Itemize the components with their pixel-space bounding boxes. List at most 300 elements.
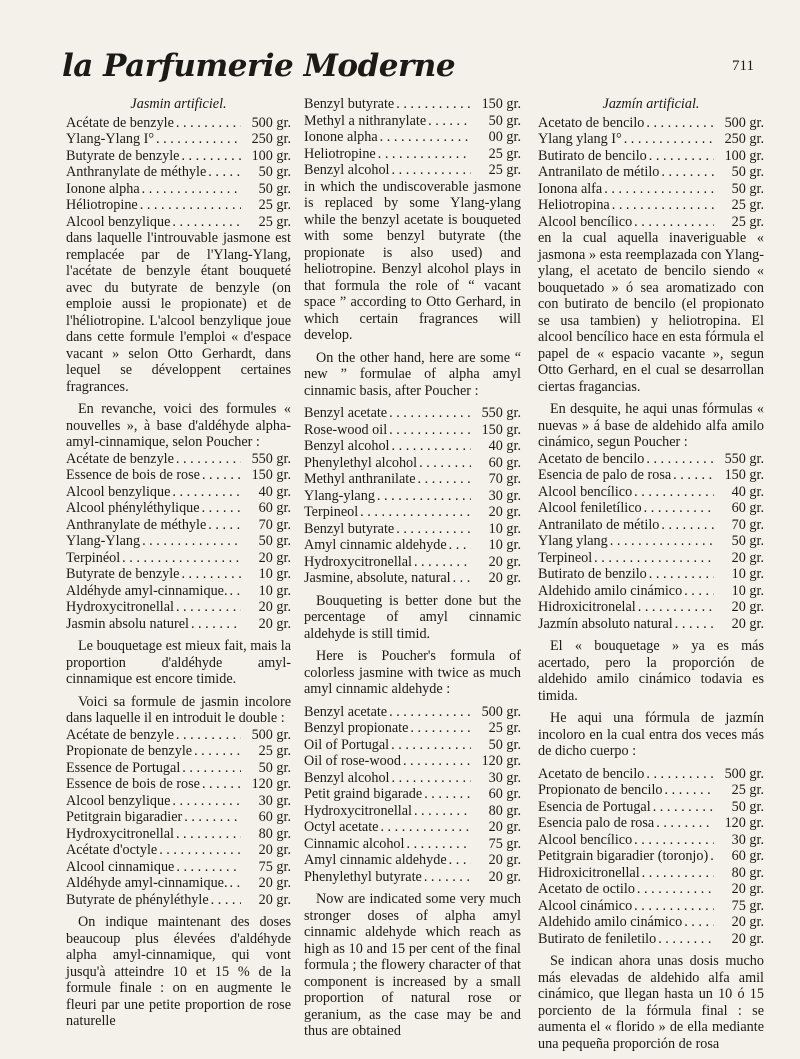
dot-leader (414, 803, 471, 820)
ingredient-name: Petitgrain bigaradier (toronjo) (538, 848, 709, 864)
formula-row (538, 566, 764, 583)
section-title: Jasmin artificiel. (130, 96, 227, 112)
ingredient-name: Benzyl alcohol (304, 438, 390, 454)
formula-row (66, 115, 291, 132)
formula-row (538, 881, 764, 898)
ingredient-name: Butyrate de phényléthyle (66, 891, 209, 908)
ingredient-name: Butirato de bencilo (538, 147, 647, 164)
ingredient-name: Propionate de benzyle (66, 743, 193, 759)
ingredient-name: Oil of rose-wood (304, 753, 401, 769)
formula-row (66, 451, 291, 468)
formula-row (304, 455, 521, 472)
dot-leader (181, 148, 241, 165)
dot-leader (646, 766, 714, 783)
paragraph: Bouqueting is better done but the percentage of amyl cinnamic aldehyde is still timid. (304, 592, 521, 642)
ingredient-name: Essence de Portugal (66, 759, 181, 776)
paragraph: Now are indicated some very much stronger doses of alpha amyl cinnamic aldehyde which reach as high as 10 and 15 per cent of the final formula ; the flowery character of that component is increased by a small proportion of natural rose or geranium, as the case may be and thus are obtained (304, 891, 521, 1039)
ingredient-quantity: 20 gr. (731, 914, 764, 930)
formula-row (538, 782, 764, 799)
dot-leader (684, 914, 714, 931)
ingredient-name: Acetato de bencilo (538, 450, 645, 467)
dot-leader (610, 533, 714, 550)
dot-leader (428, 113, 471, 130)
dot-leader (410, 720, 471, 737)
ingredient-quantity: 60 gr. (731, 848, 764, 864)
paragraph: Le bouquetage est mieux fait, mais la proportion d'aldéhyde amyl-cinnamique est encore timide. (66, 638, 291, 687)
dot-leader (653, 799, 714, 816)
ingredient-name: Anthranylate de méthyle (66, 516, 207, 533)
formula-row (304, 720, 521, 737)
ingredient-name: Acétate de benzyle (66, 450, 174, 467)
formula-row (538, 181, 764, 198)
formula-row (538, 898, 764, 915)
paragraph: en la cual aquella inaveriguable « jasmona » esta reemplazada con Ylang-ylang, el acetato de bencilo siendo « bouquetado » ó sea aromatizado con con butirato de bencilo (el propionato se usa tambien) y heliotropina. El alcool bencílico hace en esta fórmula el papel de « espacio vacante », segun Otto Gerhard, en el cual se desarrollan ciertas fragancias. (538, 230, 764, 395)
formula-row (66, 616, 291, 633)
ingredient-name: Propionato de bencilo (538, 782, 663, 798)
formula-row (66, 859, 291, 876)
formula-row (538, 914, 764, 931)
ingredient-name: Benzyl propionate (304, 720, 409, 736)
formula-row (66, 214, 291, 231)
dot-leader (710, 848, 714, 865)
ingredient-name: Methyl a nithranylate (304, 112, 427, 129)
formula-row (304, 162, 521, 179)
formula-row (538, 484, 764, 501)
formula-table (538, 451, 764, 633)
formula-row (538, 467, 764, 484)
ingredient-name: Aldehido amilo cinámico (538, 914, 683, 930)
dot-leader (389, 704, 471, 721)
formula-row (538, 848, 764, 865)
formula-row (538, 550, 764, 567)
ingredient-name: Alcool bencílico (538, 213, 633, 230)
formula-row (66, 583, 291, 600)
dot-leader (656, 815, 714, 832)
formula-row (66, 500, 291, 517)
formula-row (304, 537, 521, 554)
dot-leader (389, 422, 471, 439)
dot-leader (661, 164, 714, 181)
formula-row (304, 836, 521, 853)
ingredient-quantity: 550 gr. (251, 450, 291, 467)
ingredient-quantity: 20 gr. (258, 875, 291, 891)
formula-row (304, 471, 521, 488)
dot-leader (604, 181, 714, 198)
paragraph: dans laquelle l'introuvable jasmone est remplacée par de l'Ylang-Ylang, l'acétate de benzyle étant bouqueté avec du butyrate de benzyle (on emploie aussi le propionate) et de l'héliotropine. L'alcool benzylique joue dans cette formule l'emploi « d'espace vacant » selon Otto Gerhardt, dans lequel se développent certaines fragrances. (66, 230, 291, 395)
formula-row (538, 214, 764, 231)
ingredient-quantity: 10 gr. (731, 582, 764, 599)
formula-row (66, 467, 291, 484)
ingredient-name: Antranilato de métilo (538, 164, 660, 180)
ingredient-quantity: 40 gr. (488, 438, 521, 454)
ingredient-quantity: 250 gr. (251, 131, 291, 147)
dot-leader (612, 197, 714, 214)
ingredient-name: Hidroxicitronellal (538, 864, 640, 881)
formula-row (66, 842, 291, 859)
ingredient-quantity: 20 gr. (258, 842, 291, 858)
ingredient-quantity: 120 gr. (481, 753, 521, 769)
dot-leader (181, 566, 241, 583)
dot-leader (230, 875, 241, 892)
formula-row (304, 737, 521, 754)
ingredient-name: Terpineol (538, 549, 593, 566)
ingredient-name: Ylang ylang I° (538, 131, 622, 147)
dot-leader (594, 550, 714, 567)
ingredient-quantity: 20 gr. (731, 930, 764, 947)
ingredient-quantity: 150 gr. (481, 96, 521, 112)
ingredient-quantity: 70 gr. (731, 516, 764, 533)
ingredient-quantity: 70 gr. (258, 516, 291, 533)
dot-leader (176, 599, 241, 616)
ingredient-quantity: 20 gr. (258, 549, 291, 566)
dot-leader (377, 488, 471, 505)
ingredient-name: Butirato de feniletilo (538, 930, 657, 947)
paragraph: Se indican ahora unas dosis mucho más elevadas de aldehido alfa amil cinámico, que llegan hasta un 10 ó 15 porciento de la fórmula final : se aumenta el « florido » de ella mediante una pequeña proporción de rosa (538, 953, 764, 1052)
formula-row (66, 197, 291, 214)
dot-leader (380, 129, 471, 146)
dot-leader (194, 743, 241, 760)
dot-leader (392, 770, 472, 787)
ingredient-quantity: 80 gr. (731, 864, 764, 881)
ingredient-name: Ylang ylang (538, 533, 608, 549)
formula-row (66, 793, 291, 810)
formula-row (304, 96, 521, 113)
ingredient-name: Esencia de palo de rosa (538, 467, 672, 483)
dot-leader (642, 865, 714, 882)
ingredient-name: Petitgrain bigaradier (66, 809, 183, 825)
formula-row (538, 815, 764, 832)
ingredient-name: Alcool cinámico (538, 897, 633, 914)
ingredient-quantity: 50 gr. (488, 736, 521, 753)
dot-leader (176, 859, 241, 876)
formula-row (538, 517, 764, 534)
ingredient-quantity: 75 gr. (488, 835, 521, 852)
ingredient-quantity: 10 gr. (258, 566, 291, 582)
ingredient-name: Esencia palo de rosa (538, 815, 655, 831)
ingredient-quantity: 25 gr. (488, 162, 521, 178)
ingredient-name: Hidroxicitronelal (538, 599, 636, 615)
ingredient-quantity: 500 gr. (724, 765, 764, 782)
dot-leader (392, 438, 472, 455)
formula-row (538, 766, 764, 783)
dot-leader (378, 146, 471, 163)
ingredient-name: Aldéhyde amyl-cinnamique. (66, 875, 228, 891)
ingredient-name: Amyl cinnamic aldehyde (304, 537, 447, 553)
formula-table (66, 115, 291, 231)
dot-leader (624, 131, 714, 148)
formula-row (304, 786, 521, 803)
ingredient-name: Phenylethyl alcohol (304, 454, 418, 471)
ingredient-quantity: 20 gr. (258, 599, 291, 615)
ingredient-quantity: 150 gr. (724, 467, 764, 483)
ingredient-name: Benzyl acetate (304, 703, 388, 720)
formula-table (304, 704, 521, 886)
ingredient-quantity: 10 gr. (488, 537, 521, 553)
ingredient-name: Antranilato de métilo (538, 516, 660, 533)
dot-leader (637, 881, 714, 898)
formula-row (538, 500, 764, 517)
dot-leader (230, 583, 241, 600)
dot-leader (184, 809, 241, 826)
ingredient-quantity: 20 gr. (488, 852, 521, 868)
ingredient-quantity: 50 gr. (258, 533, 291, 549)
ingredient-name: Acetato de octilo (538, 881, 635, 897)
ingredient-quantity: 75 gr. (258, 858, 291, 875)
ingredient-name: Hydroxycitronellal (304, 553, 412, 570)
dot-leader (649, 148, 714, 165)
formula-row (66, 533, 291, 550)
ingredient-quantity: 40 gr. (258, 483, 291, 500)
ingredient-name: Essence de bois de rose (66, 467, 200, 483)
ingredient-name: Butirato de benzilo (538, 566, 647, 582)
ingredient-quantity: 25 gr. (258, 213, 291, 230)
ingredient-quantity: 25 gr. (258, 743, 291, 759)
ingredient-name: Octyl acetate (304, 819, 379, 835)
ingredient-quantity: 20 gr. (488, 819, 521, 835)
dot-leader (684, 583, 714, 600)
formula-row (66, 826, 291, 843)
formula-row (66, 484, 291, 501)
ingredient-quantity: 25 gr. (488, 145, 521, 162)
dot-leader (122, 550, 241, 567)
dot-leader (406, 836, 471, 853)
ingredient-quantity: 20 gr. (488, 553, 521, 570)
ingredient-quantity: 20 gr. (258, 615, 291, 632)
ingredient-name: Benzyl alcohol (304, 769, 390, 786)
dot-leader (392, 162, 472, 179)
ingredient-name: Jasmine, absolute, natural (304, 570, 451, 586)
dot-leader (644, 500, 714, 517)
ingredient-quantity: 100 gr. (724, 147, 764, 164)
ingredient-name: Acetato de bencilo (538, 765, 645, 782)
dot-leader (634, 484, 714, 501)
formula-row (66, 550, 291, 567)
dot-leader (176, 727, 241, 744)
dot-leader (453, 570, 471, 587)
ingredient-name: Ionona alfa (538, 180, 603, 197)
ingredient-name: Alcool feniletílico (538, 500, 642, 516)
formula-row (304, 129, 521, 146)
ingredient-name: Butyrate de benzyle (66, 147, 180, 164)
ingredient-quantity: 10 gr. (488, 520, 521, 537)
formula-row (538, 451, 764, 468)
ingredient-name: Jazmín absoluto natural (538, 615, 673, 632)
paragraph: On the other hand, here are some “ new ” formulae of alpha amyl cinnamic basis, after Poucher : (304, 349, 521, 399)
dot-leader (419, 455, 471, 472)
ingredient-quantity: 60 gr. (731, 500, 764, 516)
page-number: 711 (732, 58, 754, 74)
dot-leader (202, 500, 241, 517)
formula-row (538, 148, 764, 165)
dot-leader (673, 467, 714, 484)
formula-row (538, 599, 764, 616)
section-title: Jazmín artificial. (602, 96, 700, 112)
formula-table (304, 405, 521, 587)
ingredient-quantity: 50 gr. (258, 180, 291, 197)
ingredient-quantity: 70 gr. (488, 471, 521, 487)
ingredient-quantity: 50 gr. (488, 112, 521, 129)
dot-leader (418, 471, 472, 488)
ingredient-quantity: 150 gr. (481, 421, 521, 438)
formula-row (304, 753, 521, 770)
ingredient-name: Benzyl butyrate (304, 96, 395, 112)
formula-row (538, 533, 764, 550)
formula-row (304, 521, 521, 538)
formula-row (66, 599, 291, 616)
ingredient-quantity: 30 gr. (488, 487, 521, 504)
formula-row (304, 146, 521, 163)
paragraph: En desquite, he aqui unas fórmulas « nuevas » á base de aldehido alfa amilo cinámico, segun Poucher : (538, 401, 764, 450)
ingredient-quantity: 500 gr. (251, 114, 291, 131)
formula-row (66, 566, 291, 583)
ingredient-quantity: 100 gr. (251, 147, 291, 164)
dot-leader (449, 537, 471, 554)
ingredient-quantity: 60 gr. (258, 809, 291, 825)
dot-leader (634, 832, 714, 849)
dot-leader (396, 96, 471, 113)
formula-table (538, 115, 764, 231)
ingredient-name: Benzyl alcohol (304, 162, 390, 178)
ingredient-name: Hydroxycitronellal (66, 599, 174, 615)
ingredient-name: Essence de bois de rose (66, 776, 200, 792)
formula-row (304, 438, 521, 455)
dot-leader (159, 842, 241, 859)
ingredient-quantity: 25 gr. (731, 213, 764, 230)
ingredient-name: Phenylethyl butyrate (304, 868, 422, 885)
ingredient-name: Ionone alpha (66, 180, 140, 197)
formula-row (304, 504, 521, 521)
ingredient-quantity: 20 gr. (731, 615, 764, 632)
ingredient-quantity: 30 gr. (488, 769, 521, 786)
dot-leader (403, 753, 471, 770)
dot-leader (634, 214, 714, 231)
ingredient-name: Terpineol (304, 504, 359, 520)
ingredient-quantity: 20 gr. (731, 549, 764, 566)
dot-leader (176, 451, 241, 468)
ingredient-name: Acétate de benzyle (66, 114, 174, 131)
paragraph: En revanche, voici des formules « nouvelles », à base d'aldéhyde alpha-amyl-cinnamique, selon Poucher : (66, 401, 291, 450)
formula-table (304, 96, 521, 179)
ingredient-quantity: 25 gr. (258, 197, 291, 213)
ingredient-quantity: 20 gr. (731, 881, 764, 897)
dot-leader (176, 826, 241, 843)
formula-row (66, 181, 291, 198)
dot-leader (156, 131, 241, 148)
formula-row (538, 131, 764, 148)
formula-row (304, 803, 521, 820)
formula-row (304, 554, 521, 571)
ingredient-name: Jasmin absolu naturel (66, 615, 189, 632)
ingredient-quantity: 50 gr. (258, 164, 291, 180)
ingredient-name: Esencia de Portugal (538, 798, 651, 815)
ingredient-name: Oil of Portugal (304, 736, 390, 753)
formula-row (538, 799, 764, 816)
ingredient-name: Alcool benzylique (66, 792, 171, 809)
column-french (66, 96, 291, 1030)
formula-table (66, 727, 291, 909)
ingredient-name: Methyl anthranilate (304, 471, 416, 487)
ingredient-name: Acétate d'octyle (66, 842, 158, 858)
dot-leader (414, 554, 471, 571)
ingredient-quantity: 50 gr. (731, 533, 764, 549)
ingredient-quantity: 25 gr. (731, 782, 764, 798)
formula-row (538, 832, 764, 849)
ingredient-quantity: 250 gr. (724, 131, 764, 147)
ingredient-name: Alcool bencílico (538, 831, 633, 848)
dot-leader (675, 616, 714, 633)
dot-leader (661, 517, 714, 534)
formula-table (66, 451, 291, 633)
ingredient-name: Ylang-Ylang I° (66, 131, 155, 147)
dot-leader (424, 869, 471, 886)
dot-leader (172, 214, 241, 231)
ingredient-name: Alcool benzylique (66, 483, 171, 500)
formula-row (66, 776, 291, 793)
dot-leader (142, 533, 241, 550)
paragraph: in which the undiscoverable jasmone is replaced by some Ylang-ylang while the benzyl acetate is bouqueted with some benzyl butyrate (the propionate is also used) and heliotropine. Benzyl alcohol plays in that formula the role of “ vacant space ” according to Otto Gerhard, in which certain fragrances will develop. (304, 178, 521, 343)
ingredient-quantity: 80 gr. (488, 802, 521, 819)
formula-row (304, 770, 521, 787)
dot-leader (449, 852, 471, 869)
dot-leader (202, 776, 241, 793)
ingredient-name: Alcool benzylique (66, 213, 171, 230)
ingredient-name: Acetato de bencilo (538, 114, 645, 131)
ingredient-quantity: 75 gr. (731, 897, 764, 914)
ingredient-quantity: 20 gr. (488, 504, 521, 520)
ingredient-name: Aldehido amilo cinámico (538, 582, 683, 599)
ingredient-name: Acétate de benzyle (66, 726, 174, 743)
ingredient-name: Terpinéol (66, 549, 121, 566)
dot-leader (389, 405, 471, 422)
ingredient-quantity: 40 gr. (731, 483, 764, 500)
dot-leader (208, 517, 241, 534)
ingredient-quantity: 50 gr. (731, 164, 764, 180)
formula-row (66, 809, 291, 826)
ingredient-quantity: 60 gr. (488, 786, 521, 802)
ingredient-name: Amyl cinnamic aldehyde (304, 852, 447, 868)
ingredient-name: Hydroxycitronellal (304, 802, 412, 819)
ingredient-name: Alcool bencílico (538, 483, 633, 500)
paragraph: Here is Poucher's formula of colorless jasmine with twice as much amyl cinnamic aldehyde : (304, 648, 521, 697)
dot-leader (649, 566, 714, 583)
paragraph: El « bouquetage » ya es más acertado, pero la proporción de aldehido amilo cinámico todavia es timida. (538, 638, 764, 704)
formula-row (538, 931, 764, 948)
ingredient-name: Héliotropine (66, 197, 138, 213)
ingredient-quantity: 25 gr. (731, 197, 764, 213)
paragraph: He aqui una fórmula de jazmín incoloro en la cual entra dos veces más de dicho cuerpo : (538, 710, 764, 759)
ingredient-quantity: 60 gr. (258, 500, 291, 516)
ingredient-quantity: 500 gr. (251, 726, 291, 743)
ingredient-quantity: 120 gr. (724, 815, 764, 831)
ingredient-quantity: 500 gr. (724, 114, 764, 131)
ingredient-quantity: 30 gr. (731, 831, 764, 848)
ingredient-quantity: 50 gr. (258, 759, 291, 776)
column-english (304, 96, 521, 1040)
ingredient-quantity: 550 gr. (481, 405, 521, 421)
ingredient-name: Heliotropina (538, 197, 610, 213)
dot-leader (380, 819, 471, 836)
ingredient-name: Alcool cinnamique (66, 858, 175, 875)
dot-leader (182, 760, 241, 777)
ingredient-name: Hydroxycitronellal (66, 825, 174, 842)
ingredient-quantity: 30 gr. (258, 792, 291, 809)
ingredient-quantity: 25 gr. (488, 720, 521, 736)
formula-row (538, 865, 764, 882)
dot-leader (191, 616, 241, 633)
ingredient-name: Petit graind bigarade (304, 786, 423, 802)
formula-row (304, 570, 521, 587)
formula-row (304, 488, 521, 505)
